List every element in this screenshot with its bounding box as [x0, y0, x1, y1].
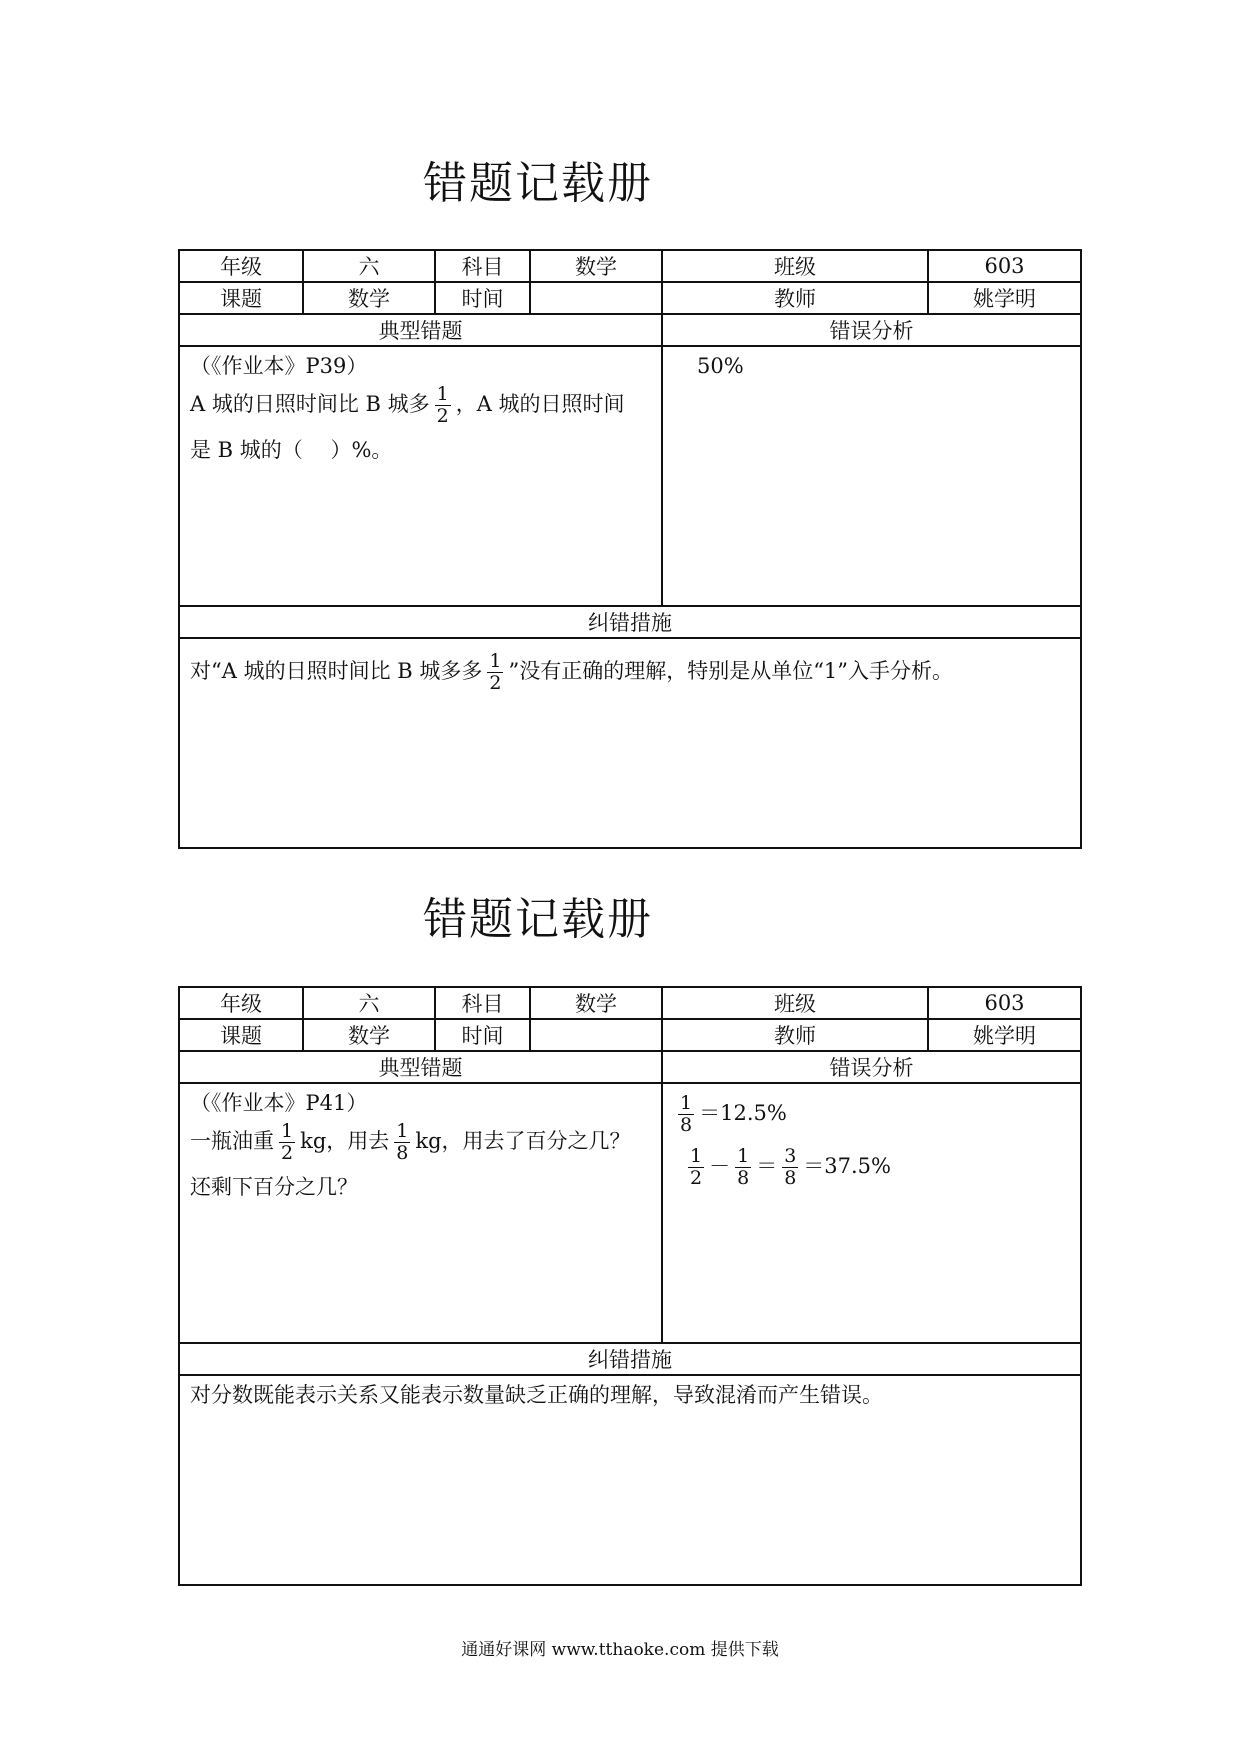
fraction-numerator: 3 [784, 1145, 797, 1167]
problem-text: ，A 城的日照时间 [455, 392, 625, 416]
class-label: 班级 [662, 250, 928, 282]
fraction-denominator: 2 [690, 1167, 703, 1189]
typical-error-heading: 典型错题 [179, 1051, 662, 1083]
fraction [782, 1147, 798, 1188]
error-analysis-content [662, 346, 1081, 606]
fraction-denominator: 2 [281, 1142, 294, 1164]
fraction [394, 1122, 410, 1163]
grade-value: 六 [303, 987, 435, 1019]
fraction-numerator: 1 [680, 1092, 693, 1114]
fraction-numerator: 1 [737, 1145, 750, 1167]
teacher-value: 姚学明 [928, 282, 1081, 314]
analysis-text: 50% [697, 354, 744, 378]
correction-content [179, 638, 1081, 848]
typical-error-content [179, 346, 662, 606]
correction-text: ”没有正确的理解，特别是从单位“1”入手分析。 [508, 659, 954, 683]
time-value [530, 282, 662, 314]
problem-text: A 城的日照时间比 B 城多 [190, 392, 430, 416]
problem-line: 还剩下百分之几？ [190, 1175, 358, 1199]
problem-text: kg，用去了百分之几？ [415, 1129, 631, 1153]
typical-error-heading: 典型错题 [179, 314, 662, 346]
class-label: 班级 [662, 987, 928, 1019]
footer-credit: 通通好课网 www.tthaoke.com 提供下载 [461, 1640, 779, 1660]
time-label: 时间 [435, 1019, 530, 1051]
correction-text: 对分数既能表示关系又能表示数量缺乏正确的理解，导致混淆而产生错误。 [190, 1383, 883, 1407]
correction-text: 对“A 城的日照时间比 B 城多多 [190, 659, 483, 683]
topic-label: 课题 [179, 1019, 303, 1051]
sheet2-title: 错题记载册 [423, 894, 653, 945]
grade-label: 年级 [179, 250, 303, 282]
fraction-numerator: 1 [396, 1120, 409, 1142]
teacher-label: 教师 [662, 282, 928, 314]
calculation-line [673, 1094, 1070, 1135]
problem-line [190, 1118, 651, 1164]
grade-label: 年级 [179, 987, 303, 1019]
fraction [678, 1094, 694, 1135]
fraction-numerator: 1 [436, 383, 449, 405]
subject-label: 科目 [435, 987, 530, 1019]
minus-sign: － [709, 1154, 731, 1178]
fraction-denominator: 8 [680, 1114, 693, 1136]
fraction-denominator: 8 [737, 1167, 750, 1189]
calculation-line [673, 1147, 1070, 1188]
fraction [688, 1147, 704, 1188]
grade-value: 六 [303, 250, 435, 282]
problem-text: kg，用去 [300, 1129, 390, 1153]
error-analysis-heading: 错误分析 [662, 1051, 1081, 1083]
problem-text: 一瓶油重 [190, 1129, 274, 1153]
fraction-denominator: 2 [436, 405, 449, 427]
subject-label: 科目 [435, 250, 530, 282]
calculation-result: ＝37.5% [803, 1154, 891, 1178]
fraction-numerator: 1 [281, 1120, 294, 1142]
topic-value: 数学 [303, 282, 435, 314]
fraction-denominator: 8 [396, 1142, 409, 1164]
error-analysis-content [662, 1083, 1081, 1343]
calculation-result: ＝12.5% [699, 1101, 787, 1125]
correction-line [190, 643, 1070, 699]
sheet1-table [178, 249, 1082, 849]
problem-source: （《作业本》P39） [190, 354, 368, 378]
correction-heading: 纠错措施 [179, 1343, 1081, 1375]
fraction [735, 1147, 751, 1188]
teacher-value: 姚学明 [928, 1019, 1081, 1051]
problem-line: 是 B 城的（ ）%。 [190, 438, 393, 462]
error-analysis-heading: 错误分析 [662, 314, 1081, 346]
fraction [487, 652, 503, 693]
sheet2-table [178, 986, 1082, 1586]
topic-label: 课题 [179, 282, 303, 314]
problem-source: （《作业本》P41） [190, 1091, 368, 1115]
fraction-numerator: 1 [690, 1145, 703, 1167]
time-label: 时间 [435, 282, 530, 314]
teacher-label: 教师 [662, 1019, 928, 1051]
fraction [435, 385, 451, 426]
fraction-denominator: 2 [489, 672, 502, 694]
subject-value: 数学 [530, 987, 662, 1019]
correction-heading: 纠错措施 [179, 606, 1081, 638]
equals-sign: ＝ [756, 1154, 778, 1178]
class-value: 603 [928, 987, 1081, 1019]
typical-error-content [179, 1083, 662, 1343]
problem-line [190, 381, 651, 427]
fraction-numerator: 1 [489, 650, 502, 672]
fraction [279, 1122, 295, 1163]
topic-value: 数学 [303, 1019, 435, 1051]
correction-content [179, 1375, 1081, 1585]
subject-value: 数学 [530, 250, 662, 282]
time-value [530, 1019, 662, 1051]
class-value: 603 [928, 250, 1081, 282]
fraction-denominator: 8 [784, 1167, 797, 1189]
sheet1-title: 错题记载册 [423, 158, 653, 209]
